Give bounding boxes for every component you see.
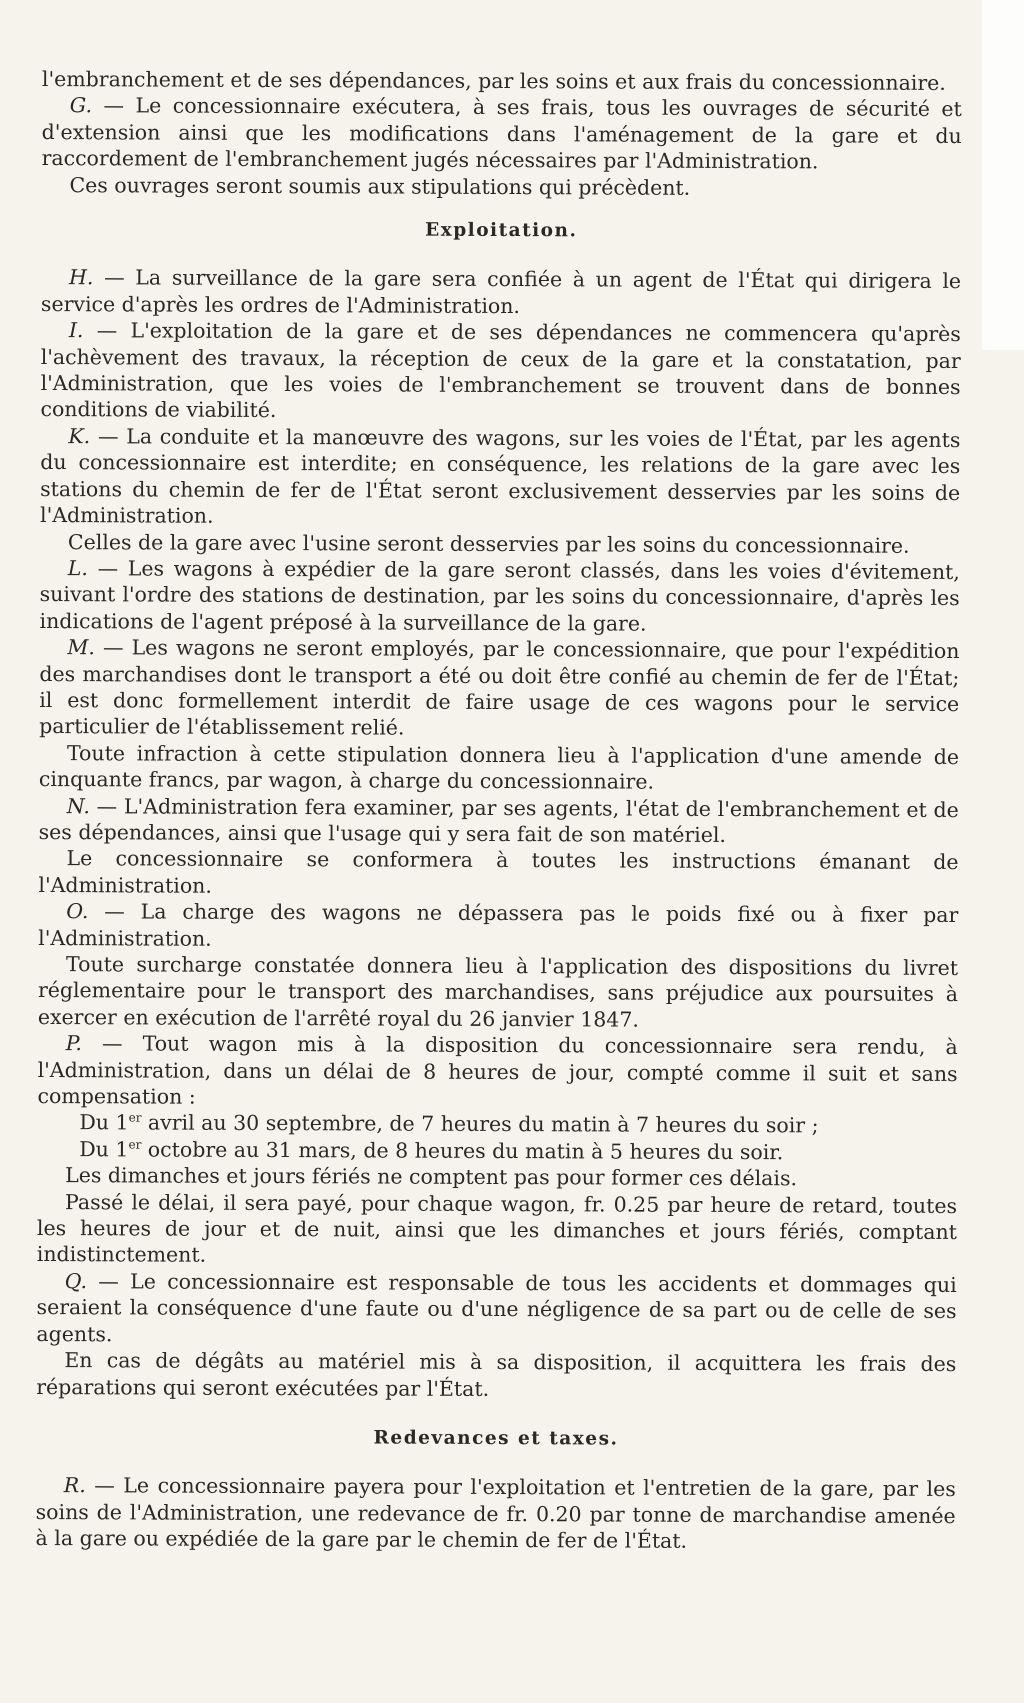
article-letter: K.	[68, 423, 91, 449]
paragraph	[40, 528, 960, 558]
paragraph-text: — Le concessionnaire exécutera, à ses frais, tous les ouvrages de sécurité et d'extension ainsi que les modifications dans l'aménagement de la gare et du raccordement de l'embranchement jugés nécessaires par l'Administration.	[41, 93, 962, 174]
article-letter: L.	[67, 556, 89, 581]
schedule-prefix: Du 1	[79, 1137, 129, 1162]
section-exploitation-cont	[36, 1162, 957, 1404]
schedule-line	[37, 1136, 957, 1166]
ordinal-superscript: er	[128, 1110, 142, 1126]
paragraph	[40, 423, 960, 533]
paragraph	[40, 555, 960, 638]
paragraph-text: — Tout wagon mis à la disposition du concessionnaire sera rendu, à l'Administration, dans un délai de 8 heures de jour, compté comme il suit et sans compensation :	[37, 1031, 958, 1109]
section-exploitation	[37, 264, 961, 1113]
ordinal-superscript: er	[128, 1137, 142, 1152]
heading-exploitation: Exploitation.	[425, 219, 578, 242]
article-letter: O.	[66, 899, 89, 924]
paragraph-text: l'embranchement et de ses dépendances, par les soins et aux frais du concessionnaire.	[41, 66, 946, 95]
paragraph-text: Toute surcharge constatée donnera lieu à l'application des dispositions du livret réglementaire pour le transport des marchandises, sans préjudice aux poursuites à exercer en exécution de l'arrêté royal du 26 janvier 1847.	[37, 952, 959, 1032]
article-letter: I.	[68, 318, 84, 343]
paragraph-text: En cas de dégâts au matériel mis à sa disposition, il acquittera les frais des réparations qui seront exécutées par l'État.	[36, 1348, 957, 1401]
article-letter: Q.	[64, 1268, 88, 1294]
paragraph-text: — La conduite et la manœuvre des wagons, sur les voies de l'État, par les agents du concessionnaire est interdite; en conséquence, les relations de la gare avec les stations du chemin de fer de l'État seront exclusivement desservies par les soins de l'Administration.	[39, 424, 961, 528]
paragraph	[38, 898, 958, 955]
scan-background-edge	[982, 0, 1024, 350]
article-letter: R.	[63, 1473, 86, 1498]
paragraph	[42, 92, 962, 175]
paragraph-text: Ces ouvrages seront soumis aux stipulations qui précèdent.	[69, 172, 691, 200]
paragraph	[41, 172, 961, 202]
paragraph	[37, 1189, 957, 1272]
paragraph	[41, 264, 961, 321]
paragraph	[40, 317, 960, 427]
paragraph	[39, 793, 959, 850]
paragraph	[37, 1030, 957, 1113]
article-letter: G.	[69, 93, 93, 118]
paragraph	[39, 740, 959, 797]
paragraph	[36, 1268, 956, 1351]
paragraph-text: — Les wagons à expédier de la gare seront classés, dans les voies d'évitement, suivant l'ordre des stations de destination, par les soins du concessionnaire, d'après les indications de l'agent préposé à la surveillance de la gare.	[39, 556, 960, 636]
paragraph	[37, 1162, 957, 1192]
schedule-text: avril au 30 septembre, de 7 heures du matin à 7 heures du soir ;	[141, 1110, 819, 1138]
paragraph	[38, 951, 958, 1034]
paragraph-text: — La surveillance de la gare sera confiée à un agent de l'État qui dirigera le service d'après les ordres de l'Administration.	[40, 265, 962, 318]
schedule-line	[37, 1109, 957, 1139]
schedule-text: octobre au 31 mars, de 8 heures du matin à 5 heures du soir.	[141, 1137, 784, 1165]
article-letter: N.	[66, 793, 90, 818]
article-letter: M.	[67, 635, 96, 660]
section-clauses-top	[41, 66, 962, 202]
section-redevances	[36, 1472, 956, 1555]
paragraph-text: Celles de la gare avec l'usine seront desservies par les soins du concessionnaire.	[67, 529, 910, 558]
paragraph-text: — L'exploitation de la gare et de ses dépendances ne commencera qu'après l'achèvement des travaux, la réception de ceux de la gare et la constatation, par l'Administration, que les voies de l'embranchement se trouvent dans de bonnes conditions de viabilité.	[40, 318, 961, 423]
paragraph-text: — Le concessionnaire payera pour l'exploitation et l'entretien de la gare, par les soins de l'Administration, une redevance de fr. 0.20 par tonne de marchandise amenée à la gare ou expédiée de la gare par le chemin de fer de l'État.	[35, 1473, 956, 1553]
paragraph-text: — Le concessionnaire est responsable de tous les accidents et dommages qui seraient la conséquence d'une faute ou d'une négligence de sa part ou de celle de ses agents.	[36, 1269, 957, 1347]
paragraph-text: — Les wagons ne seront employés, par le concessionnaire, que pour l'expédition des marchandises dont le transport a été ou doit être confié au chemin de fer de l'État; il est donc formellement interdit de faire usage de ces wagons pour le service particulier de l'établissement relié.	[39, 635, 960, 740]
paragraph	[39, 634, 959, 744]
paragraph	[38, 845, 958, 902]
paragraph-text: Toute infraction à cette stipulation donnera lieu à l'application d'une amende de cinquante francs, par wagon, à charge du concessionnaire.	[38, 740, 960, 794]
paragraph	[36, 1472, 956, 1555]
schedule-list	[37, 1109, 957, 1166]
paragraph-text: Le concessionnaire se conformera à toutes les instructions émanant de l'Administration.	[38, 846, 959, 898]
document-page	[36, 66, 962, 1556]
heading-redevances: Redevances et taxes.	[373, 1427, 619, 1450]
paragraph-text: — La charge des wagons ne dépassera pas le poids fixé ou à fixer par l'Administration.	[38, 899, 959, 951]
article-letter: P.	[65, 1031, 82, 1056]
schedule-prefix: Du 1	[79, 1110, 129, 1135]
paragraph	[36, 1347, 956, 1404]
paragraph-text: — L'Administration fera examiner, par ses agents, l'état de l'embranchement et de ses dépendances, ainsi que l'usage qui y sera fait de son matériel.	[38, 793, 959, 847]
paragraph-text: Passé le délai, il sera payé, pour chaque wagon, fr. 0.25 par heure de retard, toutes les heures de jour et de nuit, ainsi que les dimanches et jours fériés, comptant indistinctement.	[36, 1189, 958, 1268]
paragraph	[42, 66, 962, 96]
article-letter: H.	[69, 265, 94, 290]
paragraph-text: Les dimanches et jours fériés ne comptent pas pour former ces délais.	[65, 1163, 798, 1191]
